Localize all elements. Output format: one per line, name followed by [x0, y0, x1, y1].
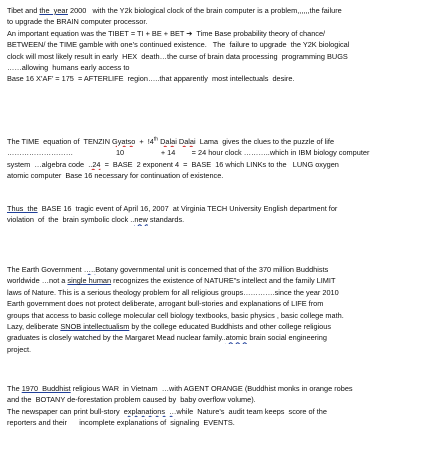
text-run: ……………………… 10 + 14 = 24 hour clock ………..which in IBM biology computer	[7, 148, 370, 158]
text-run: The TIME equation of TENZIN	[7, 137, 113, 146]
text-run: to upgrade the BRAIN computer processor.	[7, 17, 148, 27]
text-line	[7, 39, 426, 50]
text-line	[7, 394, 426, 405]
text-line	[7, 147, 426, 158]
text-run: reporters and their incomplete explanations of signaling EVENTS.	[7, 418, 235, 428]
text-line	[7, 298, 426, 309]
paragraph-tenzin-time-equation	[7, 136, 426, 182]
text-run: 2000 with the Y2k biological clock of the brain computer is a problem,,,,,,the failure	[67, 6, 342, 15]
text-run: project.	[7, 344, 32, 354]
underlined-text: single human	[67, 276, 112, 286]
text-run: BETWEEN/ the TIME gamble with one’s continued existence. The failure to upgrade the Y2K biological	[7, 40, 350, 50]
spellcheck-flagged-text: Dalai	[178, 137, 196, 146]
spellcheck-flagged-text: new	[134, 215, 148, 225]
text-run: clock will most likely result in early HEX death…the curse of brain data processing programming BUGS	[7, 51, 348, 61]
text-run: while Nature’s audit team keeps score of the	[176, 406, 327, 416]
text-run: Botany governmental unit is concerned that of the 370 million Buddhists	[95, 265, 329, 274]
superscript-text: th	[153, 136, 159, 143]
text-run: Lama gives the clues to the puzzle of life	[195, 137, 335, 146]
text-run: The	[7, 384, 22, 393]
paragraph-tibet-y2k	[7, 5, 426, 85]
text-run: Lazy, deliberate	[7, 322, 61, 332]
text-run: and the BOTANY de-forestation problem caused by baby overflow volume).	[7, 395, 256, 405]
text-run: graduates is closely watched by the Margaret Mead nuclear family..	[7, 333, 226, 343]
text-run: laws of Nature. This is a serious theology problem for all religious groups………….since the year 2010	[7, 287, 339, 297]
paragraph-buddhist-war-vietnam	[7, 383, 426, 429]
spellcheck-flagged-text: atomic	[225, 333, 248, 343]
text-line	[7, 136, 426, 147]
text-line	[7, 310, 426, 321]
underlined-text: Thus the	[7, 204, 38, 213]
text-line	[7, 321, 426, 332]
paragraph-base16-virginia-tech	[7, 203, 426, 226]
text-run: worldwide …not a	[7, 276, 68, 286]
underlined-text: SNOB intellectualism	[60, 322, 130, 332]
text-line	[7, 214, 426, 225]
spellcheck-flagged-text: …..	[83, 265, 96, 274]
spellcheck-flagged-text: explanations …	[123, 406, 177, 416]
text-run: standards.	[147, 215, 185, 225]
text-run: groups that access to basic college molecular cell biology textbooks, basic physics , basic college math.	[7, 310, 344, 320]
text-line	[7, 264, 426, 275]
paragraph-earth-government-botany	[7, 264, 426, 355]
text-run: Base 16 X’AF’ = 175 = AFTERLIFE region…..that apparently most intellectuals desire.	[7, 74, 295, 84]
text-run: religious WAR in Vietnam …with AGENT ORANGE (Buddhist monks in orange robes	[70, 384, 353, 393]
text-run: violation of the brain symbolic clock ..	[7, 215, 135, 225]
text-line	[7, 332, 426, 343]
text-run: by the college educated Buddhists and other college religious	[129, 322, 332, 332]
text-run: brain social engineering	[247, 333, 327, 343]
text-run: Earth government does not protect deliberate, arrogant bull-stories and explanations of LIFE from	[7, 299, 324, 309]
text-line	[7, 417, 426, 428]
spellcheck-flagged-text: Dalai	[160, 137, 177, 146]
underlined-text: 1970 Buddhist	[21, 384, 71, 393]
text-line	[7, 159, 426, 170]
text-run: recognizes the existence of NATURE”s intellect and the family LIMIT	[111, 276, 336, 286]
text-run: atomic computer Base 16 necessary for continuation of existence.	[7, 171, 224, 181]
text-line	[7, 383, 426, 394]
text-line	[7, 344, 426, 355]
spellcheck-flagged-text: Gyatso	[112, 137, 136, 146]
text-line	[7, 62, 426, 73]
text-run: + !4	[135, 137, 154, 146]
text-line	[7, 28, 426, 39]
text-run: The newspaper can print bull-story	[7, 406, 124, 416]
text-run: An important equation was the TIBET = TI + BE + BET ➔ Time Base probability theory of chance/	[7, 28, 326, 38]
underlined-text: the year	[39, 6, 68, 15]
text-run: system …algebra code	[7, 159, 89, 169]
spellcheck-flagged-text: ..24	[88, 159, 101, 169]
text-run: Tibet and	[7, 6, 40, 15]
text-line	[7, 406, 426, 417]
text-line	[7, 203, 426, 214]
text-line	[7, 287, 426, 298]
text-line	[7, 16, 426, 27]
text-run: = BASE 2 exponent 4 = BASE 16 which LINKs to the LUNG oxygen	[100, 159, 339, 169]
text-line	[7, 170, 426, 181]
text-line	[7, 51, 426, 62]
text-line	[7, 5, 426, 16]
text-line	[7, 275, 426, 286]
text-run: The Earth Government	[7, 265, 84, 274]
text-run: BASE 16 tragic event of April 16, 2007 at Virginia TECH University English department for	[37, 204, 338, 213]
text-run: ……allowing humans early access to	[7, 63, 130, 73]
text-line	[7, 73, 426, 84]
